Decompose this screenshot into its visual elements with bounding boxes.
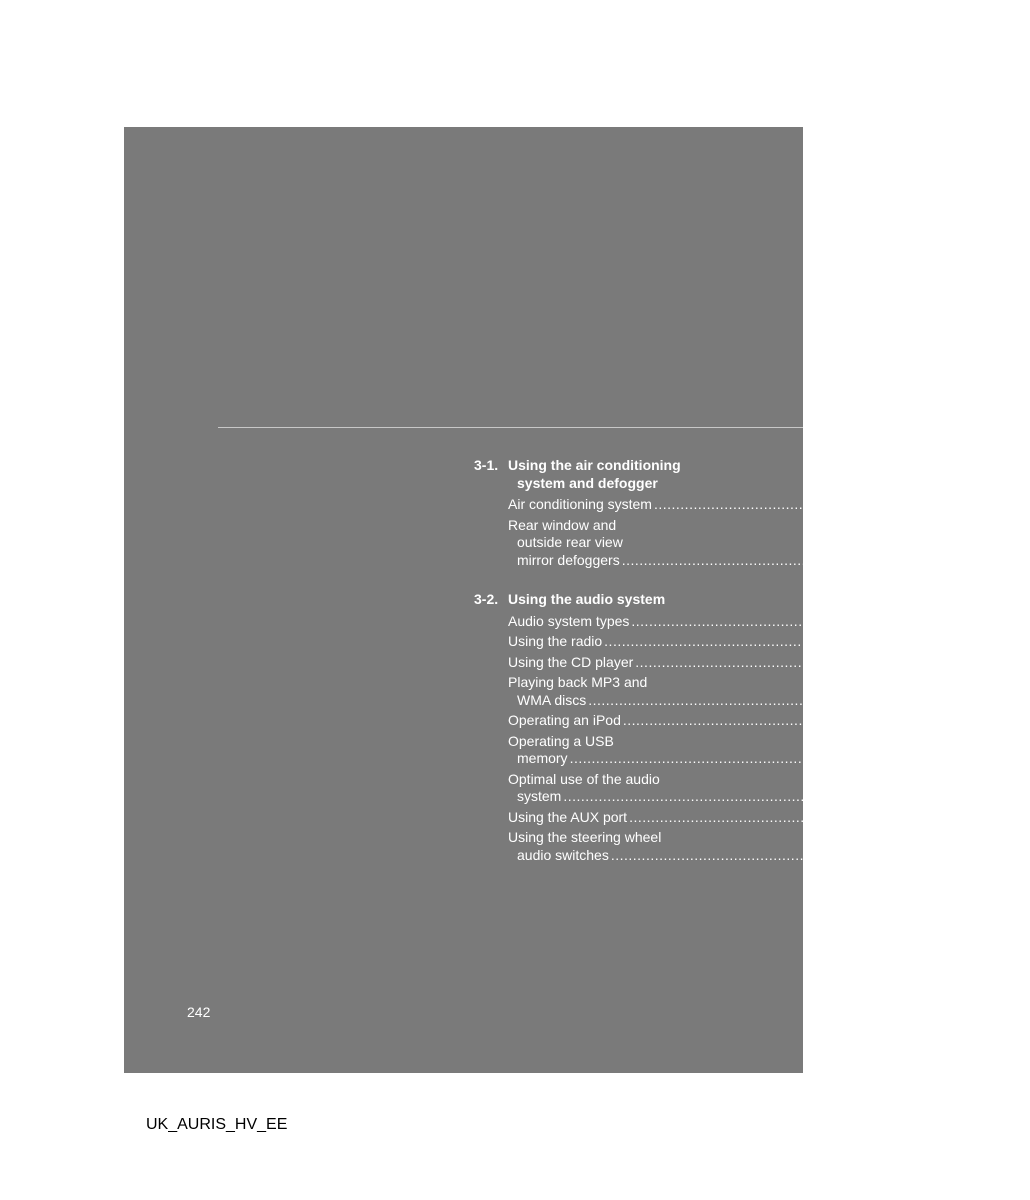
toc-section: [474, 457, 1030, 569]
toc-entry-title: Using the radio: [508, 633, 603, 649]
toc-entry-page: 280: [922, 750, 947, 766]
section-title-line: Using the audio system: [508, 591, 666, 607]
toc-entry-page: 244: [1007, 496, 1030, 512]
dot-leader: ................................................................................: [635, 653, 987, 670]
dot-leader: ................................................................................: [588, 691, 940, 708]
chapter-panel: [124, 127, 1030, 1073]
toc-entry-page: 288: [916, 788, 940, 804]
toc-entry[interactable]: [508, 653, 1012, 672]
toc-entry[interactable]: [508, 633, 981, 651]
dot-leader: ................................................................................: [622, 712, 975, 728]
toc-entry-line: Using the steering wheel: [508, 829, 662, 845]
toc-entry[interactable]: [508, 808, 1006, 827]
dot-leader: ................................................................................: [653, 496, 1006, 512]
toc-entry[interactable]: [508, 516, 999, 570]
dot-leader: ................................................................................: [631, 612, 983, 629]
dot-leader: ................................................................................: [621, 551, 973, 568]
toc-entry-page: 273: [976, 712, 1000, 728]
toc-entry-title: WMA discs: [517, 691, 587, 708]
section-heading: [474, 457, 734, 492]
toc-entry-page: 267: [941, 691, 965, 708]
section-title: [508, 457, 734, 492]
toc-entry-page: 262: [988, 653, 1012, 670]
toc-entry[interactable]: [508, 612, 1008, 631]
dot-leader: ................................................................................: [563, 788, 915, 804]
toc-entry-title: Operating an iPod: [508, 712, 621, 728]
section-title-line: system and defogger: [517, 474, 658, 491]
dot-leader: ................................................................................: [569, 750, 921, 766]
toc-section: [474, 591, 1012, 864]
divider-rule: [218, 427, 803, 428]
toc-entry-line: Playing back MP3 and: [508, 674, 648, 690]
toc-entry[interactable]: [508, 496, 1030, 514]
toc-entry-page: 292: [964, 846, 988, 863]
toc-entry-title: system: [517, 788, 562, 804]
toc-entry-title: Using the CD player: [508, 653, 634, 670]
toc-entry-line: Operating a USB: [508, 732, 614, 749]
toc-entry-page: 291: [982, 808, 1006, 825]
toc-entry-title: mirror defoggers: [517, 551, 620, 568]
table-of-contents: [474, 457, 1030, 886]
dot-leader: ................................................................................: [604, 633, 956, 649]
section-title: [508, 591, 734, 609]
section-number: 3-2.: [474, 591, 499, 607]
toc-entry-title: Using the AUX port: [508, 808, 628, 825]
page-number: 242: [187, 1004, 211, 1020]
toc-entry[interactable]: [508, 674, 965, 709]
toc-entry-page: 251: [974, 551, 999, 568]
section-title-line: Using the air conditioning: [508, 457, 681, 473]
section-heading: [474, 591, 734, 609]
toc-entry-page: 252: [984, 612, 1008, 629]
toc-entry[interactable]: [508, 829, 988, 864]
dot-leader: ................................................................................: [610, 846, 962, 863]
toc-entry-title: Air conditioning system: [508, 496, 652, 512]
section-number: 3-1.: [474, 457, 499, 473]
toc-entry-line: Optimal use of the audio: [508, 770, 660, 787]
dot-leader: ................................................................................: [629, 808, 981, 825]
toc-entry-line: Rear window and: [508, 516, 617, 533]
document-code: UK_AURIS_HV_EE: [146, 1116, 288, 1133]
toc-entry-page: 257: [957, 633, 981, 649]
toc-entry-title: audio switches: [517, 846, 609, 863]
toc-entry[interactable]: [508, 770, 940, 806]
toc-entry[interactable]: [508, 712, 1000, 730]
toc-entry-title: memory: [517, 750, 568, 766]
toc-entry-title: Audio system types: [508, 612, 630, 629]
toc-entry-line: outside rear view: [517, 534, 623, 550]
toc-entry[interactable]: [508, 732, 947, 768]
